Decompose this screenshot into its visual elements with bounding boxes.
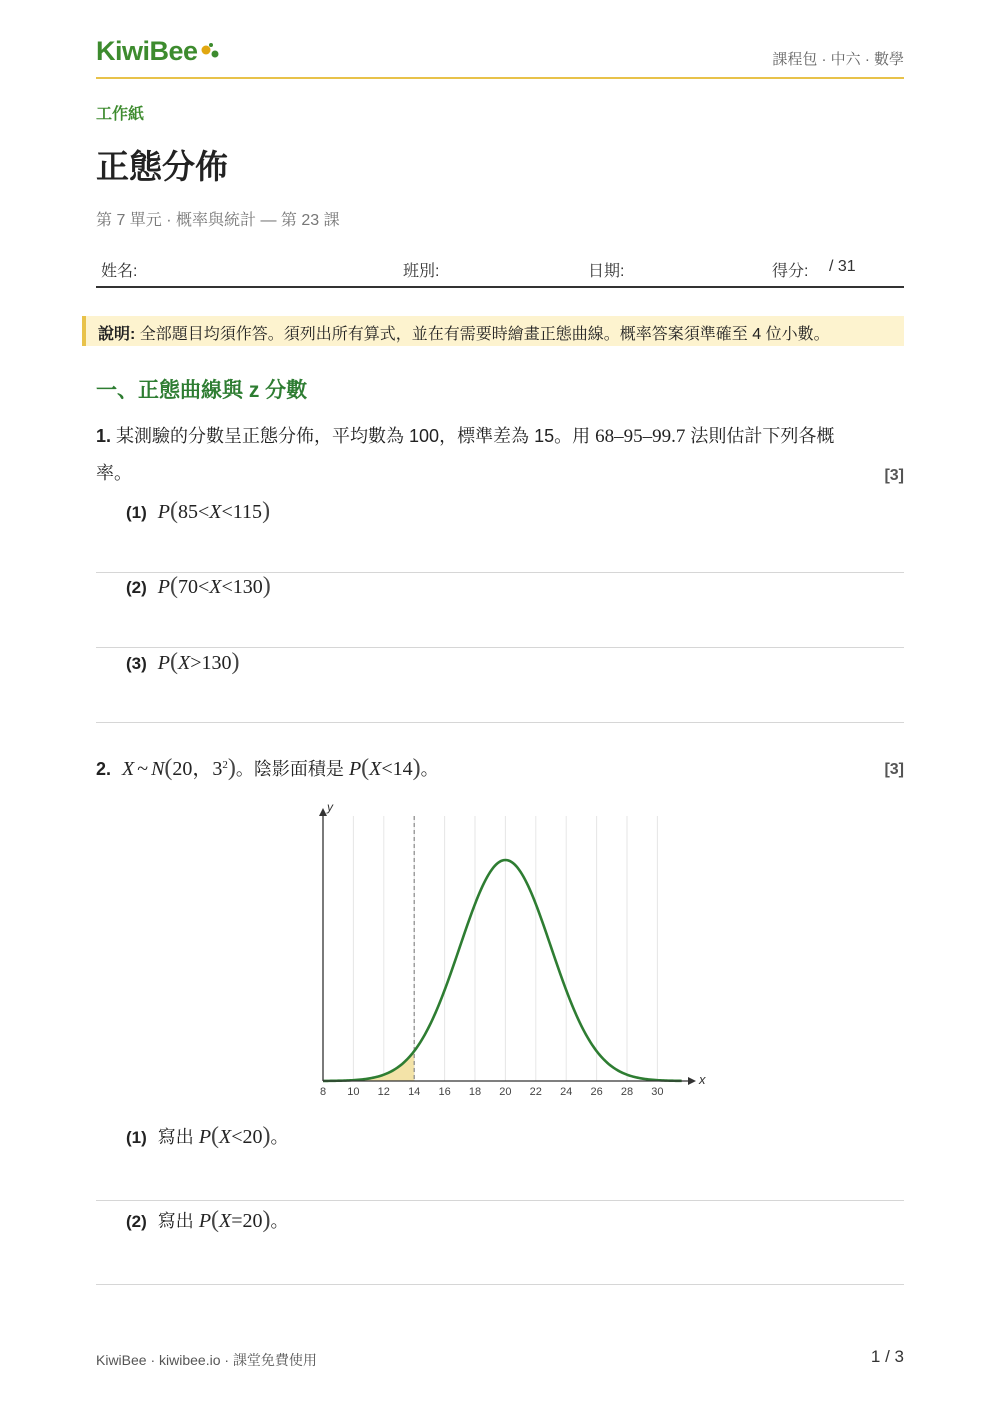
variable: X: [219, 1126, 232, 1148]
normal-symbol: N: [151, 758, 165, 780]
part-label: (3): [126, 654, 147, 673]
question-1: [96, 418, 904, 455]
open-paren: (: [170, 498, 179, 524]
answer-line[interactable]: [96, 1200, 904, 1201]
normal-curve: [323, 860, 682, 1081]
question-text-end: 。: [420, 759, 439, 779]
part-label: (2): [126, 1212, 147, 1231]
open-paren: (: [164, 755, 173, 781]
x-tick-label: 22: [529, 1086, 542, 1098]
question-number: 2.: [96, 759, 112, 779]
x-tick-label: 8: [319, 1086, 327, 1098]
variable: X: [122, 758, 135, 780]
instructions-text: 全部題目均須作答。須列出所有算式，並在有需要時繪畫正態曲線。概率答案須準確至 4 位小數。: [135, 326, 830, 343]
prob-symbol: P: [157, 652, 171, 674]
question-text: 。陰影面積是: [235, 759, 344, 779]
bound-text: <20: [231, 1126, 263, 1148]
x-axis-arrow: [688, 1077, 696, 1085]
tilde-symbol: ~: [137, 758, 149, 780]
header-rule: [96, 77, 904, 79]
x-tick-label: 14: [408, 1086, 421, 1098]
q1-part-1: [126, 498, 270, 525]
tick-labels: [320, 1086, 664, 1098]
bound-text: =20: [231, 1210, 263, 1232]
x-tick-label: 28: [620, 1086, 634, 1098]
x-tick-label: 30: [651, 1086, 664, 1098]
page-subtitle: 第 7 單元 · 概率與統計 — 第 23 課: [96, 212, 340, 229]
class-field[interactable]: 班別:: [403, 263, 440, 280]
marks-badge: [3]: [884, 467, 904, 484]
part-end: 。: [270, 1127, 289, 1147]
student-info-row: [96, 256, 904, 288]
x-tick-label: 24: [560, 1086, 573, 1098]
variable: X: [369, 758, 382, 780]
answer-line[interactable]: [96, 1284, 904, 1285]
open-paren: (: [170, 649, 179, 675]
score-label: 得分:: [772, 263, 809, 280]
footer-text: KiwiBee · kiwibee.io · 課堂免費使用: [96, 1352, 317, 1368]
prob-symbol: P: [157, 501, 171, 523]
close-paren: ): [231, 649, 240, 675]
part-label: (2): [126, 578, 147, 597]
variable: X: [209, 501, 222, 523]
variable: X: [178, 652, 191, 674]
close-paren: ): [262, 573, 271, 599]
bound-text: 70<: [178, 576, 210, 598]
bound-text: <115: [221, 501, 263, 523]
q1-part-2: [126, 573, 271, 600]
question-2: [96, 752, 439, 782]
open-paren: (: [361, 755, 370, 781]
instructions-box: [82, 316, 904, 346]
logo-text: KiwiBee: [96, 36, 198, 66]
open-paren: (: [211, 1207, 220, 1233]
x-tick-label: 16: [438, 1086, 451, 1098]
section-heading: 一、正態曲線與 z 分數: [96, 379, 308, 402]
close-paren: ): [262, 1123, 271, 1149]
question-1-line2: 率。: [96, 463, 132, 483]
answer-line[interactable]: [96, 647, 904, 648]
x-tick-label: 12: [377, 1086, 390, 1098]
instructions-label: 說明:: [98, 326, 136, 343]
x-tick-label: 20: [499, 1086, 512, 1098]
close-paren: ): [227, 755, 236, 781]
part-word: 寫出: [157, 1127, 194, 1147]
normal-curve-chart: [300, 798, 720, 1103]
x-tick-label: 18: [468, 1086, 482, 1098]
variable: X: [219, 1210, 232, 1232]
close-paren: ): [262, 1207, 271, 1233]
bound-text: <14: [381, 758, 413, 780]
bound-text: >130: [190, 652, 232, 674]
x-axis-label: x: [699, 1072, 706, 1087]
page-title: 正態分佈: [96, 148, 228, 185]
rule-text: 68–95–99.7: [595, 426, 686, 447]
grid-lines: [353, 816, 657, 1081]
page-number: 1 / 3: [870, 1347, 904, 1366]
bound-text: 85<: [178, 501, 210, 523]
bound-text: <130: [221, 576, 263, 598]
worksheet-label: 工作紙: [96, 106, 145, 123]
score-total: / 31: [829, 258, 856, 275]
q1-part-3: [126, 649, 240, 676]
q2-part-1: [126, 1123, 289, 1150]
prob-symbol: P: [157, 576, 171, 598]
kiwibee-logo: [96, 36, 198, 67]
answer-line[interactable]: [96, 722, 904, 723]
prob-symbol: P: [198, 1126, 212, 1148]
prob-symbol: P: [348, 758, 362, 780]
question-text: 某測驗的分數呈正態分佈，平均數為 100，標準差為 15。用: [116, 426, 591, 446]
x-tick-label: 26: [590, 1086, 603, 1098]
open-paren: (: [211, 1123, 220, 1149]
close-paren: ): [262, 498, 271, 524]
part-word: 寫出: [157, 1211, 194, 1231]
question-text-cont: 法則估計下列各概: [690, 426, 835, 446]
params-text: 20，3: [172, 758, 223, 780]
y-axis-arrow: [319, 808, 327, 816]
prob-symbol: P: [198, 1210, 212, 1232]
exponent: 2: [222, 759, 228, 771]
bee-dots-icon: [200, 42, 220, 62]
course-label: 課程包 · 中六 · 數學: [772, 51, 904, 68]
part-end: 。: [270, 1211, 289, 1231]
x-tick-label: 10: [347, 1086, 360, 1098]
marks-badge: [3]: [884, 761, 904, 778]
part-label: (1): [126, 1128, 147, 1147]
close-paren: ): [412, 755, 421, 781]
variable: X: [209, 576, 222, 598]
q2-part-2: [126, 1207, 289, 1234]
date-field[interactable]: 日期:: [588, 263, 625, 280]
open-paren: (: [170, 573, 179, 599]
question-number: 1.: [96, 426, 112, 446]
y-axis-label: y: [327, 800, 333, 814]
name-field[interactable]: 姓名:: [101, 263, 138, 280]
part-label: (1): [126, 503, 147, 522]
